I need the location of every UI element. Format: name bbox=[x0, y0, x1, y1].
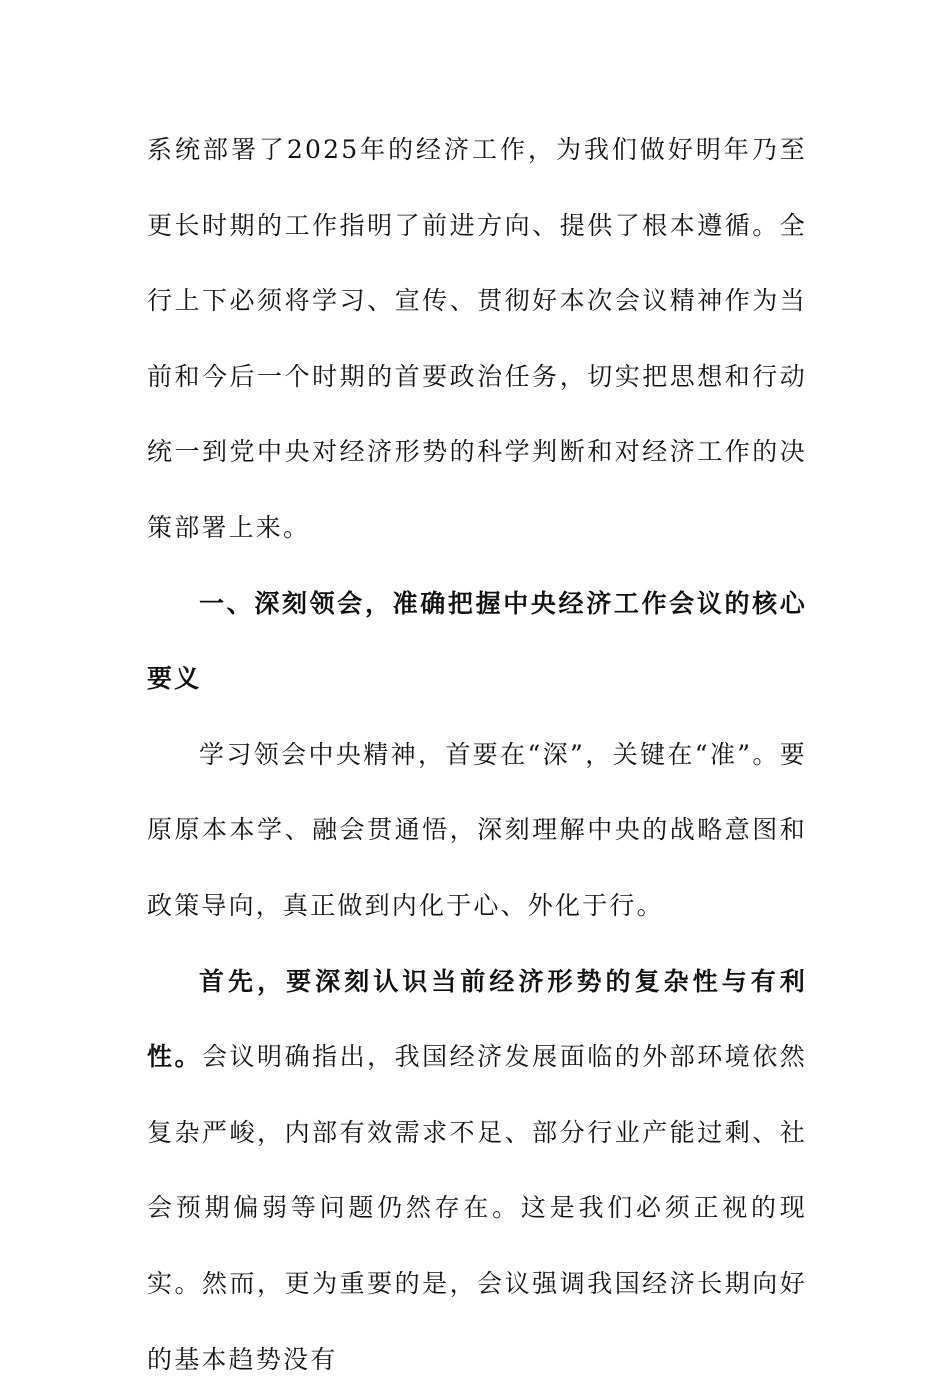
paragraph-first-point bbox=[147, 944, 807, 1397]
first-point-lead: 首先，要深刻认识当前经济形势的复杂性与有利性。 bbox=[147, 966, 807, 1072]
section-heading: 一、深刻领会，准确把握中央经济工作会议的核心要义 bbox=[147, 588, 807, 694]
paragraph-study-intro: 学习领会中央精神，首要在“深”，关键在“准”。要原原本本学、融会贯通悟，深刻理解中央的战略意图和政策导向，真正做到内化于心、外化于行。 bbox=[147, 739, 807, 920]
document-body bbox=[147, 112, 807, 1397]
paragraph-continuation: 系统部署了2025年的经济工作，为我们做好明年乃至更长时期的工作指明了前进方向、提供了根本遵循。全行上下必须将学习、宣传、贯彻好本次会议精神作为当前和今后一个时期的首要政治任务，切实把思想和行动统一到党中央对经济形势的科学判断和对经济工作的决策部署上来。 bbox=[147, 135, 807, 542]
first-point-text: 会议明确指出，我国经济发展面临的外部环境依然复杂严峻，内部有效需求不足、部分行业产能过剩、社会预期偏弱等问题仍然存在。这是我们必须正视的现实。然而，更为重要的是，会议强调我国经济长期向好的基本趋势没有 bbox=[147, 1042, 807, 1374]
